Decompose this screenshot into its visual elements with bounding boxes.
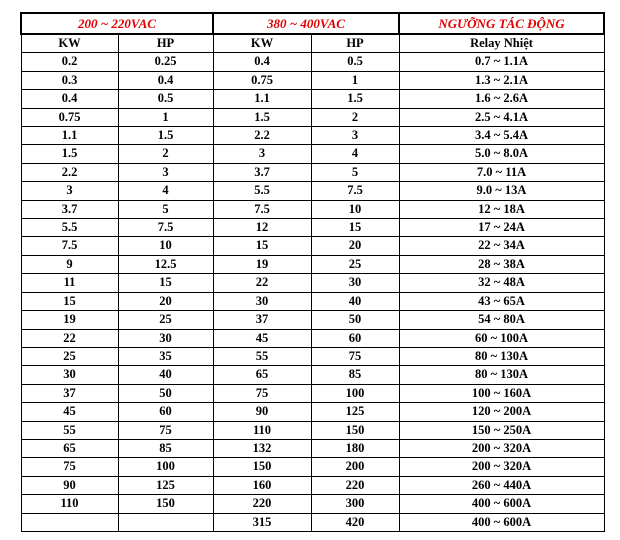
relay-range-cell: 200 ~ 320A bbox=[399, 439, 604, 457]
kw-220-cell: 1.1 bbox=[21, 127, 118, 145]
table-row bbox=[21, 421, 604, 439]
hp-380-cell: 50 bbox=[311, 311, 399, 329]
relay-range-cell: 54 ~ 80A bbox=[399, 311, 604, 329]
kw-220-cell: 2.2 bbox=[21, 163, 118, 181]
relay-range-cell: 22 ~ 34A bbox=[399, 237, 604, 255]
kw-380-cell: 315 bbox=[213, 513, 311, 531]
relay-range-cell: 2.5 ~ 4.1A bbox=[399, 108, 604, 126]
table-row bbox=[21, 163, 604, 181]
hp-380-cell: 420 bbox=[311, 513, 399, 531]
kw-220-cell bbox=[21, 513, 118, 531]
table-row bbox=[21, 347, 604, 365]
kw-380-cell: 22 bbox=[213, 274, 311, 292]
kw-220-cell: 55 bbox=[21, 421, 118, 439]
relay-range-cell: 43 ~ 65A bbox=[399, 292, 604, 310]
group-header-row bbox=[21, 13, 604, 34]
kw-220-cell: 3 bbox=[21, 182, 118, 200]
table-row bbox=[21, 311, 604, 329]
kw-380-cell: 75 bbox=[213, 384, 311, 402]
kw-380-cell: 110 bbox=[213, 421, 311, 439]
kw-380-cell: 90 bbox=[213, 403, 311, 421]
table-row bbox=[21, 495, 604, 513]
table-row bbox=[21, 274, 604, 292]
kw-380-cell: 5.5 bbox=[213, 182, 311, 200]
relay-range-cell: 260 ~ 440A bbox=[399, 476, 604, 494]
hp-380-cell: 1 bbox=[311, 71, 399, 89]
kw-220-cell: 9 bbox=[21, 255, 118, 273]
kw-220-cell: 22 bbox=[21, 329, 118, 347]
hp-220-cell: 25 bbox=[118, 311, 213, 329]
kw-380-cell: 15 bbox=[213, 237, 311, 255]
kw-220-cell: 0.2 bbox=[21, 53, 118, 71]
table-row bbox=[21, 292, 604, 310]
table-row bbox=[21, 53, 604, 71]
kw-220-cell: 3.7 bbox=[21, 200, 118, 218]
hp-380-cell: 150 bbox=[311, 421, 399, 439]
hp-380-cell: 15 bbox=[311, 219, 399, 237]
group-header-380-400vac: 380 ~ 400VAC bbox=[213, 13, 399, 34]
table-row bbox=[21, 182, 604, 200]
kw-380-cell: 0.4 bbox=[213, 53, 311, 71]
hp-380-cell: 180 bbox=[311, 439, 399, 457]
table-row bbox=[21, 458, 604, 476]
kw-380-cell: 7.5 bbox=[213, 200, 311, 218]
hp-220-cell: 125 bbox=[118, 476, 213, 494]
relay-range-cell: 400 ~ 600A bbox=[399, 495, 604, 513]
relay-range-cell: 7.0 ~ 11A bbox=[399, 163, 604, 181]
hp-380-cell: 20 bbox=[311, 237, 399, 255]
table-row bbox=[21, 329, 604, 347]
table-row bbox=[21, 403, 604, 421]
kw-380-cell: 55 bbox=[213, 347, 311, 365]
relay-spec-table-container bbox=[20, 12, 605, 532]
relay-range-cell: 100 ~ 160A bbox=[399, 384, 604, 402]
kw-220-cell: 110 bbox=[21, 495, 118, 513]
table-row bbox=[21, 513, 604, 531]
column-header-relay: Relay Nhiệt bbox=[399, 34, 604, 53]
group-header-200-220vac: 200 ~ 220VAC bbox=[21, 13, 213, 34]
hp-220-cell: 5 bbox=[118, 200, 213, 218]
hp-220-cell: 4 bbox=[118, 182, 213, 200]
hp-380-cell: 125 bbox=[311, 403, 399, 421]
kw-380-cell: 30 bbox=[213, 292, 311, 310]
hp-380-cell: 10 bbox=[311, 200, 399, 218]
relay-range-cell: 9.0 ~ 13A bbox=[399, 182, 604, 200]
kw-380-cell: 132 bbox=[213, 439, 311, 457]
kw-380-cell: 65 bbox=[213, 366, 311, 384]
relay-range-cell: 150 ~ 250A bbox=[399, 421, 604, 439]
relay-range-cell: 12 ~ 18A bbox=[399, 200, 604, 218]
relay-range-cell: 0.7 ~ 1.1A bbox=[399, 53, 604, 71]
hp-220-cell: 35 bbox=[118, 347, 213, 365]
relay-range-cell: 32 ~ 48A bbox=[399, 274, 604, 292]
kw-220-cell: 5.5 bbox=[21, 219, 118, 237]
relay-range-cell: 400 ~ 600A bbox=[399, 513, 604, 531]
hp-380-cell: 2 bbox=[311, 108, 399, 126]
table-row bbox=[21, 366, 604, 384]
table-row bbox=[21, 145, 604, 163]
hp-220-cell: 75 bbox=[118, 421, 213, 439]
kw-380-cell: 37 bbox=[213, 311, 311, 329]
kw-220-cell: 25 bbox=[21, 347, 118, 365]
column-header-kw-380: KW bbox=[213, 34, 311, 53]
table-row bbox=[21, 108, 604, 126]
kw-220-cell: 37 bbox=[21, 384, 118, 402]
table-row bbox=[21, 71, 604, 89]
relay-range-cell: 1.3 ~ 2.1A bbox=[399, 71, 604, 89]
hp-380-cell: 25 bbox=[311, 255, 399, 273]
kw-380-cell: 160 bbox=[213, 476, 311, 494]
hp-380-cell: 220 bbox=[311, 476, 399, 494]
kw-380-cell: 45 bbox=[213, 329, 311, 347]
kw-380-cell: 1.5 bbox=[213, 108, 311, 126]
hp-380-cell: 85 bbox=[311, 366, 399, 384]
table-row bbox=[21, 384, 604, 402]
hp-220-cell: 2 bbox=[118, 145, 213, 163]
hp-220-cell: 1 bbox=[118, 108, 213, 126]
hp-380-cell: 60 bbox=[311, 329, 399, 347]
column-header-hp-380: HP bbox=[311, 34, 399, 53]
table-row bbox=[21, 439, 604, 457]
hp-220-cell: 40 bbox=[118, 366, 213, 384]
relay-range-cell: 5.0 ~ 8.0A bbox=[399, 145, 604, 163]
hp-380-cell: 40 bbox=[311, 292, 399, 310]
hp-220-cell: 0.5 bbox=[118, 90, 213, 108]
relay-range-cell: 120 ~ 200A bbox=[399, 403, 604, 421]
column-header-hp-220: HP bbox=[118, 34, 213, 53]
kw-220-cell: 0.3 bbox=[21, 71, 118, 89]
hp-380-cell: 75 bbox=[311, 347, 399, 365]
table-row bbox=[21, 255, 604, 273]
column-header-kw-220: KW bbox=[21, 34, 118, 53]
kw-220-cell: 0.4 bbox=[21, 90, 118, 108]
hp-220-cell: 15 bbox=[118, 274, 213, 292]
relay-range-cell: 1.6 ~ 2.6A bbox=[399, 90, 604, 108]
hp-220-cell: 150 bbox=[118, 495, 213, 513]
hp-380-cell: 5 bbox=[311, 163, 399, 181]
hp-380-cell: 0.5 bbox=[311, 53, 399, 71]
hp-220-cell: 1.5 bbox=[118, 127, 213, 145]
hp-220-cell: 100 bbox=[118, 458, 213, 476]
relay-range-cell: 60 ~ 100A bbox=[399, 329, 604, 347]
hp-220-cell: 50 bbox=[118, 384, 213, 402]
table-row bbox=[21, 127, 604, 145]
kw-380-cell: 3.7 bbox=[213, 163, 311, 181]
hp-380-cell: 4 bbox=[311, 145, 399, 163]
relay-range-cell: 28 ~ 38A bbox=[399, 255, 604, 273]
relay-range-cell: 3.4 ~ 5.4A bbox=[399, 127, 604, 145]
kw-220-cell: 7.5 bbox=[21, 237, 118, 255]
kw-220-cell: 15 bbox=[21, 292, 118, 310]
hp-380-cell: 30 bbox=[311, 274, 399, 292]
hp-380-cell: 200 bbox=[311, 458, 399, 476]
kw-380-cell: 2.2 bbox=[213, 127, 311, 145]
kw-380-cell: 12 bbox=[213, 219, 311, 237]
kw-380-cell: 220 bbox=[213, 495, 311, 513]
hp-380-cell: 7.5 bbox=[311, 182, 399, 200]
kw-380-cell: 0.75 bbox=[213, 71, 311, 89]
hp-220-cell: 0.25 bbox=[118, 53, 213, 71]
kw-220-cell: 1.5 bbox=[21, 145, 118, 163]
hp-220-cell: 85 bbox=[118, 439, 213, 457]
kw-380-cell: 150 bbox=[213, 458, 311, 476]
kw-220-cell: 45 bbox=[21, 403, 118, 421]
table-row bbox=[21, 237, 604, 255]
hp-220-cell: 0.4 bbox=[118, 71, 213, 89]
kw-380-cell: 3 bbox=[213, 145, 311, 163]
relay-spec-table bbox=[20, 12, 605, 532]
hp-220-cell: 3 bbox=[118, 163, 213, 181]
hp-220-cell: 20 bbox=[118, 292, 213, 310]
kw-220-cell: 11 bbox=[21, 274, 118, 292]
kw-380-cell: 19 bbox=[213, 255, 311, 273]
hp-380-cell: 3 bbox=[311, 127, 399, 145]
relay-range-cell: 80 ~ 130A bbox=[399, 347, 604, 365]
relay-range-cell: 80 ~ 130A bbox=[399, 366, 604, 384]
hp-220-cell: 7.5 bbox=[118, 219, 213, 237]
kw-220-cell: 75 bbox=[21, 458, 118, 476]
table-row bbox=[21, 200, 604, 218]
column-header-row bbox=[21, 34, 604, 53]
hp-380-cell: 300 bbox=[311, 495, 399, 513]
table-row bbox=[21, 90, 604, 108]
kw-220-cell: 30 bbox=[21, 366, 118, 384]
relay-range-cell: 17 ~ 24A bbox=[399, 219, 604, 237]
group-header-threshold: NGƯỠNG TÁC ĐỘNG bbox=[399, 13, 604, 34]
hp-220-cell: 10 bbox=[118, 237, 213, 255]
kw-220-cell: 0.75 bbox=[21, 108, 118, 126]
kw-220-cell: 65 bbox=[21, 439, 118, 457]
kw-220-cell: 90 bbox=[21, 476, 118, 494]
relay-range-cell: 200 ~ 320A bbox=[399, 458, 604, 476]
table-row bbox=[21, 219, 604, 237]
table-row bbox=[21, 476, 604, 494]
kw-380-cell: 1.1 bbox=[213, 90, 311, 108]
hp-220-cell: 12.5 bbox=[118, 255, 213, 273]
hp-380-cell: 1.5 bbox=[311, 90, 399, 108]
hp-220-cell bbox=[118, 513, 213, 531]
kw-220-cell: 19 bbox=[21, 311, 118, 329]
hp-220-cell: 30 bbox=[118, 329, 213, 347]
hp-220-cell: 60 bbox=[118, 403, 213, 421]
hp-380-cell: 100 bbox=[311, 384, 399, 402]
